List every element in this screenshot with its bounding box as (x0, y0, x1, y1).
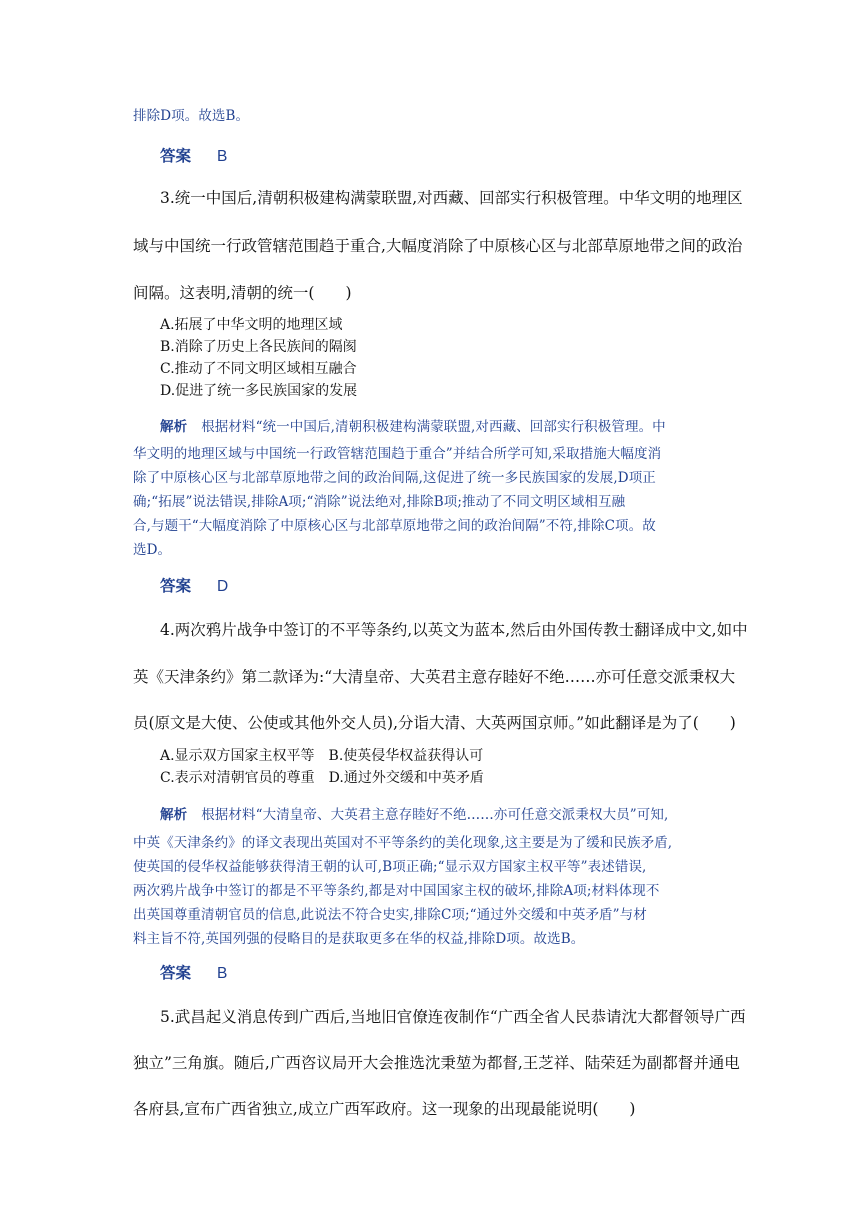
q4-analysis-line-5: 出英国尊重清朝官员的信息,此说法不符合史实,排除C项;“通过外交缓和中英矛盾”与材 (133, 907, 647, 923)
q3-answer-row (160, 576, 228, 597)
q5-stem-line-2: 独立”三角旗。随后,广西咨议局开大会推选沈秉堃为都督,王芝祥、陆荣廷为副都督并通电 (133, 1054, 740, 1072)
prev-answer-row (160, 146, 227, 167)
q3-stem-line-2: 域与中国统一行政管辖范围趋于重合,大幅度消除了中原核心区与北部草原地带之间的政治 (133, 237, 743, 255)
answer-label: 答案 (160, 964, 192, 982)
q3-analysis-text-1: 根据材料“统一中国后,清朝积极建构满蒙联盟,对西藏、回部实行积极管理。中 (201, 419, 666, 435)
q4-analysis-text-1: 根据材料“大清皇帝、大英君主意存睦好不绝……亦可任意交派秉权大员”可知, (201, 807, 669, 823)
answer-value: B (217, 148, 228, 165)
q4-analysis-line-6: 料主旨不符,英国列强的侵略目的是获取更多在华的权益,排除D项。故选B。 (133, 931, 585, 947)
q4-answer-row (160, 963, 227, 984)
q3-analysis-line-5: 合,与题干“大幅度消除了中原核心区与北部草原地带之间的政治间隔”不符,排除C项。故 (133, 518, 656, 534)
q3-analysis-line-4: 确;“拓展”说法错误,排除A项;“消除”说法绝对,排除B项;推动了不同文明区域相互融 (133, 494, 626, 510)
answer-label: 答案 (160, 147, 192, 165)
q4-analysis-line-2: 中英《天津条约》的译文表现出英国对不平等条约的美化现象,这主要是为了缓和民族矛盾, (133, 835, 673, 851)
answer-value: B (217, 965, 228, 982)
q5-stem-line-3: 各府县,宣布广西省独立,成立广西军政府。这一现象的出现最能说明( ) (133, 1100, 636, 1118)
q3-analysis-line-1 (160, 417, 666, 437)
q4-analysis-line-3: 使英国的侵华权益能够获得清王朝的认可,B项正确;“显示双方国家主权平等”表述错误, (133, 859, 647, 875)
answer-label: 答案 (160, 577, 192, 595)
q4-options-row-2: C.表示对清朝官员的尊重 D.通过外交缓和中英矛盾 (160, 770, 484, 786)
q4-analysis-line-1 (160, 805, 668, 825)
q3-analysis-line-3: 除了中原核心区与北部草原地带之间的政治间隔,这促进了统一多民族国家的发展,D项正 (133, 470, 656, 486)
q4-stem-line-3: 员(原文是大使、公使或其他外交人员),分诣大清、大英两国京师。”如此翻译是为了( ) (133, 714, 736, 732)
q3-analysis-line-6: 选D。 (133, 542, 172, 558)
prev-explanation-tail: 排除D项。故选B。 (133, 108, 250, 124)
q3-analysis-line-2: 华文明的地理区域与中国统一行政管辖范围趋于重合”并结合所学可知,采取措施大幅度消 (133, 446, 662, 462)
q4-stem-line-1: 4.两次鸦片战争中签订的不平等条约,以英文为蓝本,然后由外国传教士翻译成中文,如中 (160, 621, 748, 639)
analysis-label: 解析 (160, 419, 188, 435)
answer-value: D (217, 578, 229, 595)
q3-option-b: B.消除了历史上各民族间的隔阂 (160, 339, 357, 355)
q3-stem-line-3: 间隔。这表明,清朝的统一( ) (133, 284, 352, 302)
q5-stem-line-1: 5.武昌起义消息传到广西后,当地旧官僚连夜制作“广西全省人民恭请沈大都督领导广西 (160, 1008, 746, 1026)
q3-option-c: C.推动了不同文明区域相互融合 (160, 361, 357, 377)
analysis-label: 解析 (160, 807, 188, 823)
q3-stem-line-1: 3.统一中国后,清朝积极建构满蒙联盟,对西藏、回部实行积极管理。中华文明的地理区 (160, 189, 743, 207)
q3-option-d: D.促进了统一多民族国家的发展 (160, 383, 358, 399)
q4-analysis-line-4: 两次鸦片战争中签订的都是不平等条约,都是对中国国家主权的破坏,排除A项;材料体现不 (133, 883, 660, 899)
q4-options-row-1: A.显示双方国家主权平等 B.使英侵华权益获得认可 (160, 748, 484, 764)
q4-stem-line-2: 英《天津条约》第二款译为:“大清皇帝、大英君主意存睦好不绝……亦可任意交派秉权大 (133, 668, 736, 686)
q3-option-a: A.拓展了中华文明的地理区域 (160, 317, 343, 333)
